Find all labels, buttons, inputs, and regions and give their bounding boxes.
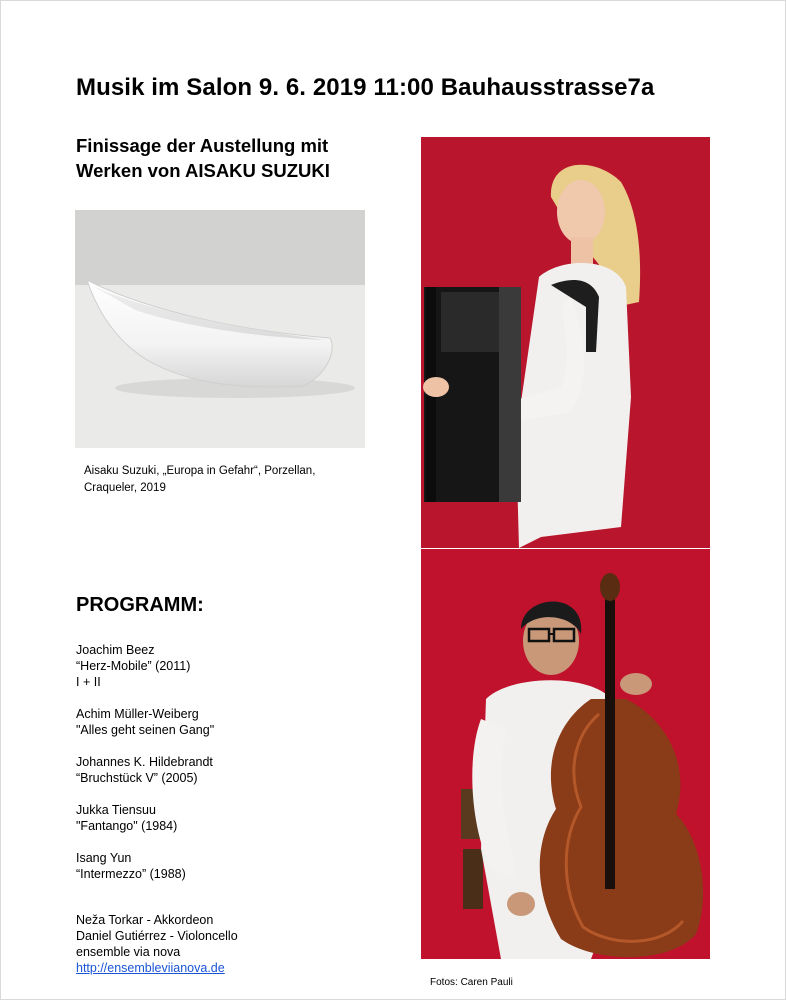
work-title: “Bruchstück V” (2005) bbox=[76, 771, 198, 785]
composer-name: Jukka Tiensuu bbox=[76, 803, 156, 817]
subtitle-line-2: Werken von AISAKU SUZUKI bbox=[76, 160, 330, 181]
work-movements: I + II bbox=[76, 675, 101, 689]
program-heading: PROGRAMM: bbox=[76, 594, 204, 616]
program-item bbox=[76, 706, 376, 738]
program-item bbox=[76, 642, 376, 690]
sculpture-caption bbox=[84, 463, 354, 497]
composer-name: Isang Yun bbox=[76, 851, 132, 865]
ensemble-name: ensemble via nova bbox=[76, 945, 181, 959]
sculpture-photo bbox=[75, 210, 365, 448]
work-title: “Herz-Mobile” (2011) bbox=[76, 659, 191, 673]
performer-cello: Daniel Gutiérrez - Violoncello bbox=[76, 929, 238, 943]
program-item bbox=[76, 802, 376, 834]
cellist-photo bbox=[421, 549, 710, 959]
work-title: "Fantango" (1984) bbox=[76, 819, 178, 833]
caption-line-2: Craqueler, 2019 bbox=[84, 482, 166, 494]
composer-name: Achim Müller-Weiberg bbox=[76, 707, 199, 721]
program-item bbox=[76, 850, 376, 882]
work-title: “Intermezzo” (1988) bbox=[76, 867, 186, 881]
performer-credits bbox=[76, 912, 238, 976]
program-list bbox=[76, 642, 376, 898]
program-item bbox=[76, 754, 376, 786]
ensemble-website-link[interactable]: http://ensembleviianova.de bbox=[76, 961, 225, 975]
caption-line-1: Aisaku Suzuki, „Europa in Gefahr“, Porzellan, bbox=[84, 465, 316, 477]
performer-accordion: Neža Torkar - Akkordeon bbox=[76, 913, 214, 927]
photo-credit: Fotos: Caren Pauli bbox=[430, 977, 513, 988]
page-title: Musik im Salon 9. 6. 2019 11:00 Bauhausstrasse7a bbox=[76, 74, 655, 101]
subtitle-line-1: Finissage der Austellung mit bbox=[76, 135, 329, 156]
accordionist-photo bbox=[421, 137, 710, 548]
exhibition-subtitle bbox=[76, 133, 330, 183]
composer-name: Joachim Beez bbox=[76, 643, 155, 657]
composer-name: Johannes K. Hildebrandt bbox=[76, 755, 213, 769]
work-title: "Alles geht seinen Gang" bbox=[76, 723, 215, 737]
